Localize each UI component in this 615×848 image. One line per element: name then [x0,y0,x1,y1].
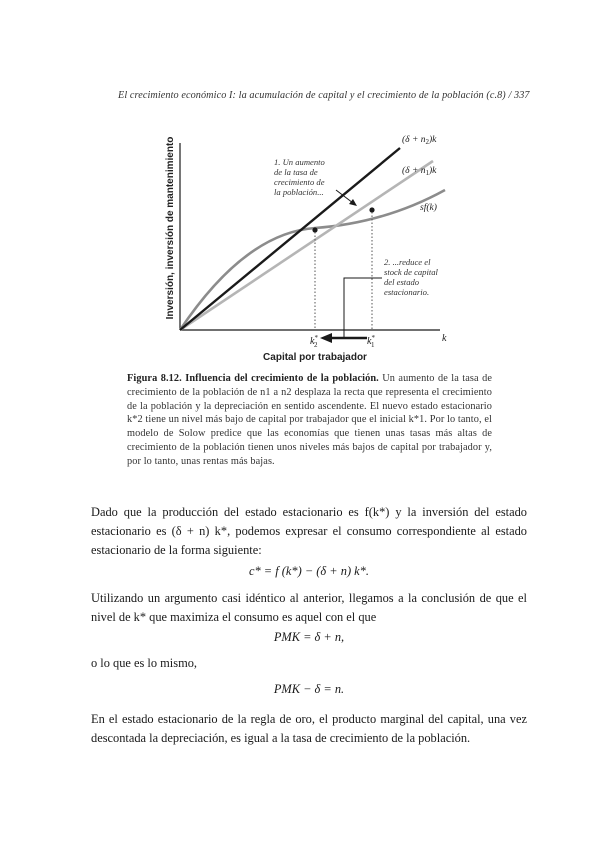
caption-title: Figura 8.12. Influencia del crecimiento de la población. [127,373,379,384]
paragraph-1: Dado que la producción del estado estacionario es f(k*) y la inversión del estado estacionario es (δ + n) k*, podemos expresar el consumo correspondiente al estado estacionario de la forma siguiente: [91,505,527,557]
annotation-2-line-2: stock de capital [384,267,438,277]
paragraph-3: o lo que es lo mismo, [91,656,198,670]
steady-state-point-2 [312,227,317,232]
annotation-1-arrowhead [349,199,357,206]
steady-state-point-1 [369,207,374,212]
curve-label-high: $(\delta + n_2)k$ [402,135,437,146]
figure-caption [127,372,492,469]
y-axis-title: Inversión, inversión de mantenimiento [165,136,176,320]
annotation-2-line-4: estacionario. [384,287,430,297]
annotation-1-line-3: crecimiento de [274,177,325,187]
equation-golden-rule: PMK = δ + n, [273,630,345,644]
annotation-1-line-2: de la tasa de [274,167,318,177]
annotation-2-line-1: 2. ...reduce el [384,257,431,267]
tick-label-k1: k* 1 [367,334,375,349]
curve-label-low: $(\delta + n_1)k$ [402,166,437,177]
equation-golden-rule-alt: PMK − δ = n. [273,682,345,696]
paragraph-2: Utilizando un argumento casi idéntico al anterior, llegamos a la conclusión de que el nivel de k* que maximiza el consumo es aquel con el que [91,591,527,624]
paragraph-4: En el estado estacionario de la regla de oro, el producto marginal del capital, una vez descontada la depreciación, es igual a la tasa de crecimiento de la población. [91,712,527,745]
x-axis-title: Capital por trabajador [263,352,367,363]
annotation-1-line-1: 1. Un aumento [274,157,325,167]
annotation-1-pointer [336,190,353,203]
annotation-1-line-4: la población... [274,187,324,197]
annotation-2-pointer [344,278,382,338]
running-head: El crecimiento económico I: la acumulación de capital y el crecimiento de la población (c.8) / 337 [118,90,530,101]
tick-label-k2: k* 2 [310,334,318,349]
shift-arrow-head [320,333,332,343]
annotation-2-line-3: del estado [384,277,420,287]
curve-label-output: sf(k) [420,203,437,213]
caption-text: Un aumento de la tasa de crecimiento de la población de n1 a n2 desplaza la recta que representa el crecimiento de la población y la depreciación en sentido ascendente. El nuevo estado estacionario k*2 tiene un nivel más bajo de capital por trabajador que el inicial k*1. Por lo tanto, el modelo de Solow predice que las economías que tienen unas tasas más altas de crecimiento de la población tienen unos niveles más bajos de capital por trabajador y, por lo tanto, unas rentas más bajas. [127,373,492,467]
solow-population-growth-figure [150,128,460,368]
equation-consumption: c* = f (k*) − (δ + n) k*. [249,564,369,578]
x-axis-end-label: k [442,333,447,344]
